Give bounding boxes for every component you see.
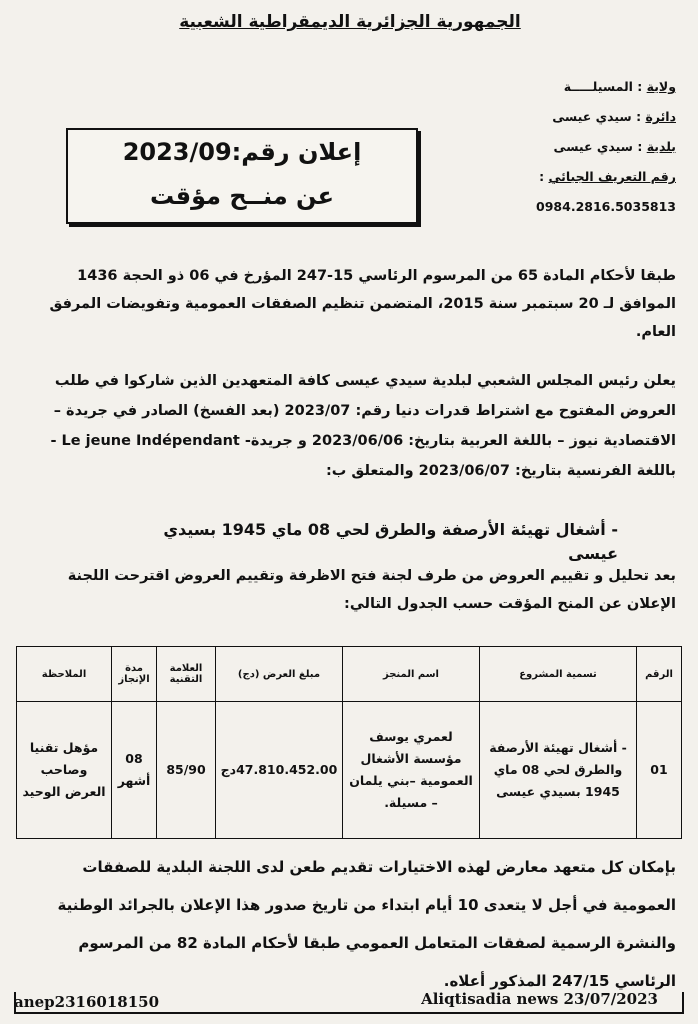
wilaya-value: : المسيلـــــة	[563, 79, 643, 94]
nif-label: رقم التعريف الجبائي	[548, 169, 676, 184]
nif-line	[416, 162, 676, 222]
evaluation-paragraph: بعد تحليل و تقييم العروض من طرف لجنة فتح الاظرفة وتقييم العروض اقترحت اللجنة الإعلان عن المنح المؤقت حسب الجدول التالي:	[67, 568, 676, 612]
announcement-box	[66, 128, 418, 224]
header-duration: مدة الإنجاز	[112, 647, 157, 702]
project-bullet: - أشغال تهيئة الأرصفة والطرق لحي 08 ماي 1945 بسيدي عيسى	[163, 520, 618, 563]
daira-line	[416, 102, 676, 132]
cell-project: - أشغال تهيئة الأرصفة والطرق لحي 08 ماي 1945 بسيدي عيسى	[480, 702, 637, 839]
award-table	[16, 646, 682, 839]
announcement-number: إعلان رقم:2023/09	[122, 138, 362, 166]
legal-basis-paragraph: طبقا لأحكام المادة 65 من المرسوم الرئاسي 15-247 المؤرخ في 06 ذو الحجة 1436 الموافق لـ 20 سبتمبر سنة 2015، المتضمن تنظيم الصفقات العمومية وتفويضات المرفق العام.	[49, 268, 676, 340]
footer-tick-right	[682, 992, 684, 1012]
wilaya-label: ولاية	[646, 79, 676, 94]
baladia-label: بلدية	[646, 139, 676, 154]
header-amount: مبلغ العرض (دج)	[216, 647, 343, 702]
baladia-value: : سيدي عيسى	[553, 139, 643, 154]
cell-number: 01	[637, 702, 682, 839]
republic-title: الجمهورية الجزائرية الديمقراطية الشعبية	[179, 12, 521, 32]
footer-reference: anep2316018150	[14, 993, 160, 1011]
footer-source: Aliqtisadia news 23/07/2023	[421, 990, 658, 1008]
footer-rule	[14, 1012, 684, 1014]
cell-contractor: لعمري يوسف مؤسسة الأشغال العمومية –بني يلمان – مسيلة.	[343, 702, 480, 839]
header-remarks: الملاحظة	[17, 647, 112, 702]
baladia-line	[416, 132, 676, 162]
header-number: الرقم	[637, 647, 682, 702]
appeal-paragraph: بإمكان كل متعهد معارض لهذه الاختيارات تقديم طعن لدى اللجنة البلدية للصفقات العمومية في أجل لا يتعدى 10 أيام ابتداء من تاريخ صدور هذا الإعلان بالجرائد الوطنية والنشرة الرسمية لصفقات المتعامل العمومي طبقا لأحكام المادة 82 من المرسوم الرئاسي 247/15 المذكور أعلاه.	[57, 858, 676, 990]
header-technical: العلامة التقنية	[157, 647, 216, 702]
cell-remarks: مؤهل تقنيا وصاحب العرض الوحيد	[17, 702, 112, 839]
nif-value: : 0984.2816.5035813	[536, 169, 676, 214]
daira-value: : سيدي عيسى	[552, 109, 642, 124]
announcement-subject: عن منــح مؤقت	[149, 182, 335, 210]
wilaya-line	[416, 72, 676, 102]
cell-technical: 85/90	[157, 702, 216, 839]
notice-paragraph: يعلن رئيس المجلس الشعبي لبلدية سيدي عيسى كافة المتعهدين الذين شاركوا في طلب العروض المفتوح مع اشتراط قدرات دنيا رقم: 2023/07 (بعد الفسخ) الصادر في جريدة – الاقتصادية نيوز – باللغة العربية بتاريخ: 2023/06/06 و جريدة- Le jeune Indépendant - باللغة الفرنسية بتاريخ: 2023/06/07 والمتعلق ب:	[50, 373, 676, 479]
cell-amount: 47.810.452.00دج	[216, 702, 343, 839]
cell-duration: 08 أشهر	[112, 702, 157, 839]
header-contractor: اسم المنجز	[343, 647, 480, 702]
admin-info	[416, 72, 676, 222]
table-row	[17, 702, 682, 839]
header-project: تسمية المشروع	[480, 647, 637, 702]
table-header-row	[17, 647, 682, 702]
daira-label: دائرة	[645, 109, 676, 124]
